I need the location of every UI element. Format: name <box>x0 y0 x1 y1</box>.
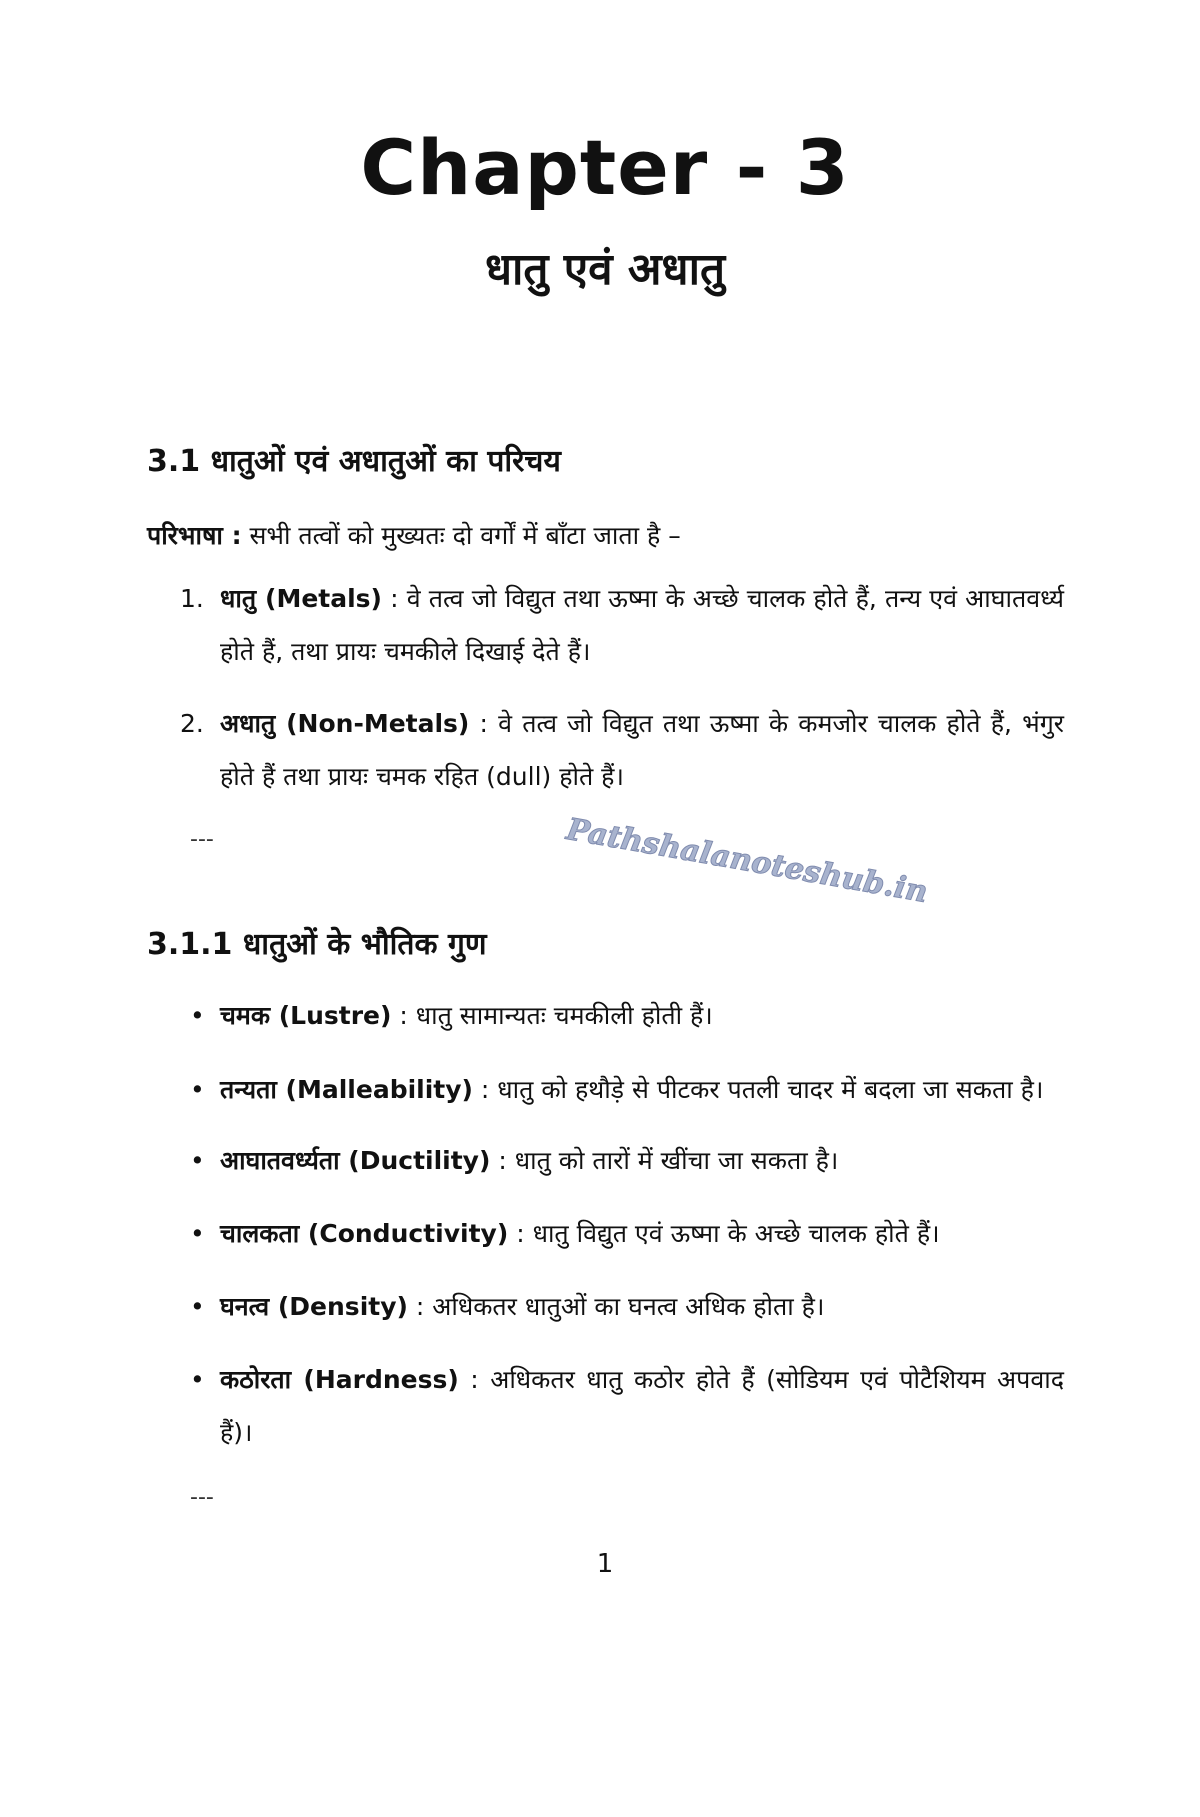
bullet-icon: • <box>190 1219 205 1248</box>
term: चालकता (Conductivity) <box>220 1219 509 1248</box>
term: तन्यता (Malleability) <box>220 1075 473 1104</box>
separator: --- <box>190 1485 214 1510</box>
bullet-item <box>190 1207 1064 1260</box>
description: : धातु को तारों में खींचा जा सकता है। <box>490 1146 839 1175</box>
bullet-icon: • <box>190 1075 205 1104</box>
term: कठोरता (Hardness) <box>220 1365 459 1394</box>
list-number: 2. <box>180 709 204 738</box>
definition-label: परिभाषा : <box>147 521 242 550</box>
description: : धातु को हथौड़े से पीटकर पतली चादर में बदला जा सकता है। <box>472 1075 1044 1104</box>
description: : धातु सामान्यतः चमकीली होती हैं। <box>391 1001 713 1030</box>
bullet-item <box>190 1134 1064 1187</box>
bullet-icon: • <box>190 1146 205 1175</box>
separator-area <box>190 810 1064 923</box>
description: : वे तत्व जो विद्युत तथा ऊष्मा के कमजोर चालक होते हैं, भंगुर होते हैं तथा प्रायः चमक रहित (dull) होते हैं। <box>220 709 1065 791</box>
list-item <box>180 572 1064 678</box>
term: अधातु (Non-Metals) <box>220 709 470 738</box>
bullet-icon: • <box>190 1292 205 1321</box>
page-number: 1 <box>596 1549 614 1579</box>
term: आघातवर्ध्यता (Ductility) <box>220 1146 491 1175</box>
bullet-item <box>190 989 1064 1042</box>
watermark: Pathshalanoteshub.in <box>563 812 931 910</box>
bullet-item <box>190 1280 1064 1333</box>
section-heading: 3.1.1 धातुओं के भौतिक गुण <box>147 927 487 962</box>
term: चमक (Lustre) <box>220 1001 392 1030</box>
definition-text: सभी तत्वों को मुख्यतः दो वर्गों में बाँटा जाता है – <box>241 521 681 550</box>
description: : धातु विद्युत एवं ऊष्मा के अच्छे चालक होते हैं। <box>508 1219 940 1248</box>
bullet-icon: • <box>190 1365 205 1394</box>
list-item <box>180 697 1064 803</box>
term: घनत्व (Density) <box>220 1292 408 1321</box>
description: : अधिकतर धातु कठोर होते हैं (सोडियम एवं पोटैशियम अपवाद हैं)। <box>220 1365 1064 1447</box>
list-number: 1. <box>180 584 204 613</box>
bullet-item <box>190 1063 1064 1116</box>
bullet-item <box>190 1353 1064 1459</box>
definition <box>147 509 1200 562</box>
bullet-icon: • <box>190 1001 205 1030</box>
separator: --- <box>190 827 214 852</box>
chapter-title: Chapter - 3 <box>360 123 850 212</box>
section-heading: 3.1 धातुओं एवं अधातुओं का परिचय <box>147 444 561 479</box>
description: : अधिकतर धातुओं का घनत्व अधिक होता है। <box>407 1292 825 1321</box>
description: : वे तत्व जो विद्युत तथा ऊष्मा के अच्छे चालक होते हैं, तन्य एवं आघातवर्ध्य होते हैं, तथा प्रायः चमकीले दिखाई देते हैं। <box>220 584 1064 666</box>
chapter-subtitle: धातु एवं अधातु <box>484 244 726 295</box>
term: धातु (Metals) <box>220 584 382 613</box>
